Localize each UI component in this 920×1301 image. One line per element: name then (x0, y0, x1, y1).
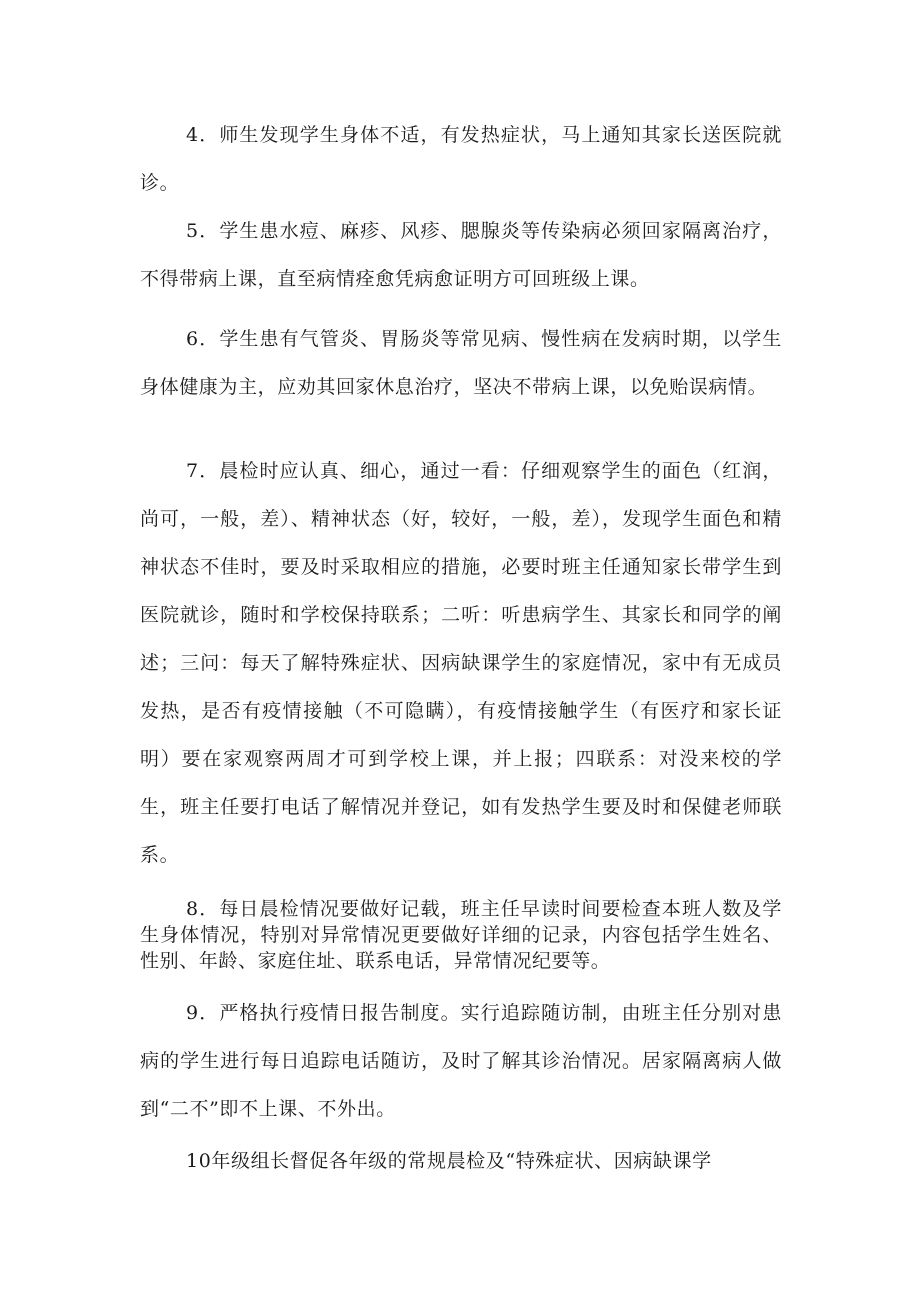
paragraph-6: 6．学生患有气管炎、胃肠炎等常见病、慢性病在发病时期，以学生身体健康为主，应劝其回家休息治疗，坚决不带病上课，以免贻误病情。 (140, 328, 782, 398)
paragraph-5: 5．学生患水痘、麻疹、风疹、腮腺炎等传染病必须回家隔离治疗，不得带病上课，直至病情痊愈凭病愈证明方可回班级上课。 (140, 220, 782, 290)
paragraph-7: 7．晨检时应认真、细心，通过一看：仔细观察学生的面色（红润，尚可，一般，差）、精神状态（好，较好，一般，差），发现学生面色和精神状态不佳时，要及时采取相应的措施，必要时班主任通知家长带学生到医院就诊，随时和学校保持联系；二听：听患病学生、其家长和同学的阐述；三问：每天了解特殊症状、因病缺课学生的家庭情况，家中有无成员发热，是否有疫情接触（不可隐瞒），有疫情接触学生（有医疗和家长证明）要在家观察两周才可到学校上课，并上报；四联系：对没来校的学生，班主任要打电话了解情况并登记，如有发热学生要及时和保健老师联系。 (140, 460, 782, 866)
paragraph-8: 8．每日晨检情况要做好记载，班主任早读时间要检查本班人数及学生身体情况，特别对异常情况更要做好详细的记录，内容包括学生姓名、性别、年龄、家庭住址、联系电话，异常情况纪要等。 (140, 898, 782, 972)
paragraph-10: 10年级组长督促各年级的常规晨检及“特殊症状、因病缺课学 (186, 1150, 712, 1172)
paragraph-4: 4．师生发现学生身体不适，有发热症状，马上通知其家长送医院就诊。 (140, 124, 782, 194)
paragraph-9: 9．严格执行疫情日报告制度。实行追踪随访制，由班主任分别对患病的学生进行每日追踪电话随访，及时了解其诊治情况。居家隔离病人做到“二不”即不上课、不外出。 (140, 1002, 782, 1120)
